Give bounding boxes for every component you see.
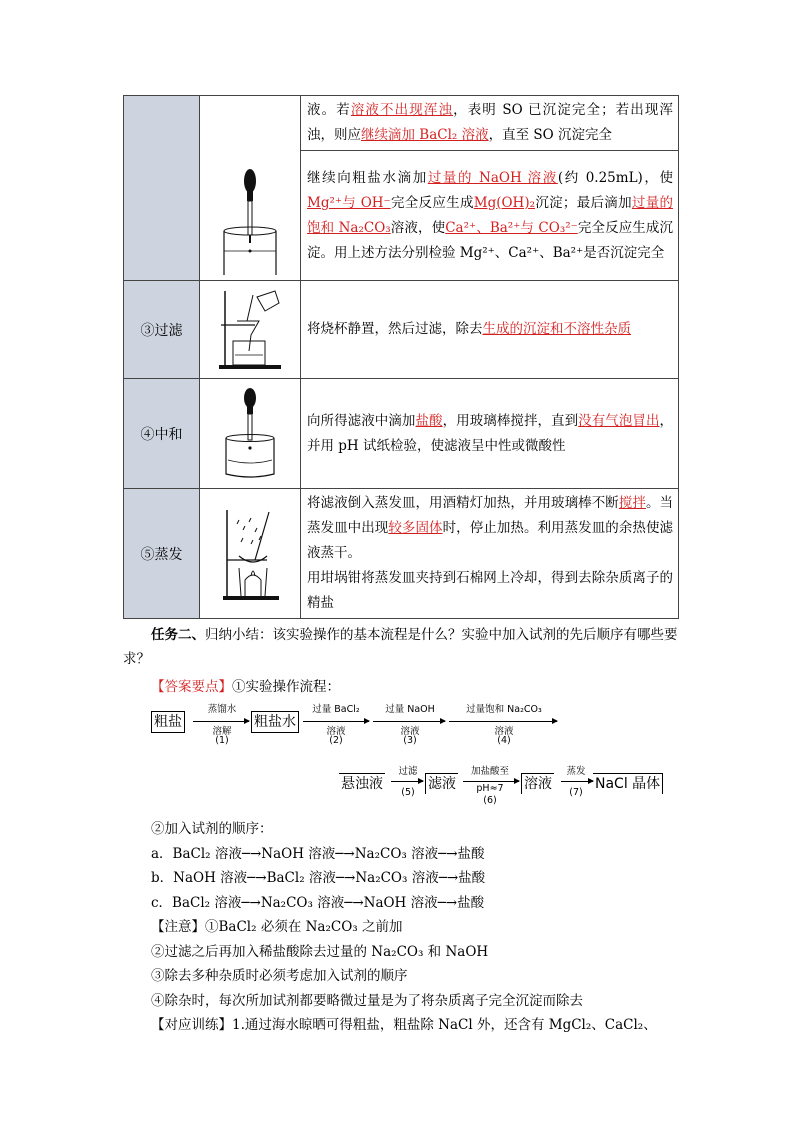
answer-blank: 盐酸	[415, 412, 443, 429]
text: 沉淀；最后滴加	[535, 194, 632, 211]
flow-arrow	[561, 781, 593, 782]
answer-blank: Ca²⁺、Ba²⁺与 CO₃²⁻	[445, 219, 578, 236]
text: 液。若	[307, 102, 351, 118]
answer-text: ①实验操作流程：	[232, 679, 340, 695]
filter-apparatus-icon	[213, 285, 287, 371]
evaporation-illustration	[200, 489, 301, 619]
table-row	[124, 379, 679, 489]
flow-label: pH≈7	[476, 783, 504, 794]
answer-intro	[123, 675, 683, 699]
answer-blank: 过量的饱和 Na₂CO₃	[307, 194, 674, 236]
text: 用坩埚钳将蒸发皿夹持到石棉网上冷却，得到去除杂质离子的精盐	[307, 570, 673, 611]
text: ，并用 pH 试纸检验，使滤液呈中性或微酸性	[307, 412, 674, 454]
step-description	[301, 489, 679, 619]
step-description	[301, 379, 679, 489]
text: 时，停止加热。利用蒸发皿的余热使滤液蒸干。	[307, 520, 674, 561]
step-label: ④中和	[124, 379, 200, 489]
dropper-beaker-illustration	[200, 96, 301, 281]
step-description	[301, 281, 679, 379]
text: 将烧杯静置，然后过滤，除去	[307, 321, 483, 337]
flow-node: 粗盐	[151, 711, 185, 733]
table-row	[124, 281, 679, 379]
flow-node: 悬浊液	[339, 773, 385, 794]
dropper-icon	[222, 386, 278, 478]
flow-label: 过量 NaOH	[385, 704, 435, 715]
reagent-order-list	[123, 817, 683, 1038]
step-label: ⑤蒸发	[124, 489, 200, 619]
flow-label: (6)	[483, 795, 497, 806]
flow-label: 溶液	[400, 726, 420, 737]
step-description	[301, 151, 679, 281]
table-row	[124, 489, 679, 619]
task-label: 任务二、	[151, 627, 205, 643]
flow-label: 过滤	[398, 766, 418, 777]
flow-label: 溶解	[212, 726, 232, 737]
answer-blank: Mg²⁺与 OH⁻	[307, 194, 391, 211]
flow-label: 过量饱和 Na₂CO₃	[466, 704, 542, 715]
note-item: ②过滤之后再加入稀盐酸除去过量的 Na₂CO₃ 和 NaOH	[151, 943, 489, 960]
note-item: 【注意】①BaCl₂ 必须在 Na₂CO₃ 之前加	[151, 919, 403, 935]
step-label	[124, 96, 200, 281]
table-row	[124, 96, 679, 151]
task-paragraph	[123, 623, 683, 671]
flow-label: 蒸馏水	[207, 704, 237, 715]
answer-blank: 搅拌	[618, 495, 646, 511]
flow-arrow	[373, 721, 445, 722]
flow-node: NaCl 晶体	[593, 773, 663, 794]
answer-blank: 没有气泡冒出	[578, 412, 660, 429]
flow-node: 溶液	[521, 773, 554, 794]
text: 将滤液倒入蒸发皿，用酒精灯加热，并用玻璃棒不断	[307, 495, 619, 511]
text: 向所得滤液中滴加	[307, 412, 416, 429]
task-text: 归纳小结：该实验操作的基本流程是什么？实验中加入试剂的先后顺序有哪些要求？	[123, 627, 678, 667]
answer-blank: 较多固体	[388, 520, 443, 536]
text: ，直至 SO 沉淀完全	[488, 127, 613, 143]
step-description	[301, 96, 679, 151]
training-paragraph: 【对应训练】1.通过海水晾晒可得粗盐，粗盐除 NaCl 外，还含有 MgCl₂、CaCl₂、	[151, 1017, 657, 1033]
neutralize-illustration	[200, 379, 301, 489]
text: 溶液，使	[390, 219, 446, 236]
flow-label: (1)	[215, 735, 229, 746]
flow-node: 滤液	[425, 773, 458, 794]
note-item: ④除杂时，每次所加试剂都要略微过量是为了将杂质离子完全沉淀而除去	[151, 992, 583, 1009]
text: 。当蒸发皿中出现	[307, 495, 674, 536]
flow-label: 加盐酸至	[470, 766, 509, 777]
flow-label: (5)	[401, 787, 415, 798]
flow-node: 粗盐水	[251, 711, 299, 733]
answer-tag: 【答案要点】	[151, 679, 232, 695]
answer-blank: 溶液不出现浑浊	[350, 102, 454, 118]
flow-arrow	[449, 721, 557, 722]
text: 完全反应生成沉淀。用上述方法分别检验 Mg²⁺、Ca²⁺、Ba²⁺是否沉淀完全	[307, 219, 674, 261]
answer-blank: 生成的沉淀和不溶性杂质	[482, 321, 631, 337]
dropper-icon	[220, 163, 280, 275]
flow-label: 溶液	[494, 726, 514, 737]
answer-blank: 过量的 NaOH 溶液	[427, 169, 558, 186]
flow-label: (7)	[569, 787, 583, 798]
flow-arrow	[193, 721, 249, 722]
list-title: ②加入试剂的顺序：	[151, 821, 273, 837]
text: ，表明 SO 已沉淀完全；若出现浑浊，则应	[307, 102, 674, 143]
flow-arrow	[463, 781, 519, 782]
list-item: b．NaOH 溶液─→BaCl₂ 溶液─→Na₂CO₃ 溶液─→盐酸	[151, 870, 486, 886]
flow-label: 蒸发	[566, 766, 586, 777]
answer-blank: Mg(OH)₂	[473, 194, 536, 211]
flow-label: (4)	[497, 735, 511, 746]
text: ，用玻璃棒搅拌，直到	[442, 412, 579, 429]
filtration-illustration	[200, 281, 301, 379]
evaporating-dish-icon	[217, 502, 283, 602]
answer-blank: 继续滴加 BaCl₂ 溶液	[361, 127, 489, 143]
experiment-steps-table	[123, 95, 679, 619]
text: 完全反应生成	[390, 194, 474, 211]
process-flow-diagram	[123, 701, 683, 833]
text: (约 0.25mL)，使	[557, 169, 674, 186]
step-label: ③过滤	[124, 281, 200, 379]
flow-label: (3)	[403, 735, 417, 746]
document-page	[123, 95, 683, 1038]
list-item: c．BaCl₂ 溶液─→Na₂CO₃ 溶液─→NaOH 溶液─→盐酸	[151, 894, 485, 911]
flow-label: (2)	[329, 735, 343, 746]
text: 继续向粗盐水滴加	[307, 169, 428, 186]
flow-arrow	[303, 721, 369, 722]
flow-label: 溶液	[326, 726, 346, 737]
flow-arrow	[391, 781, 423, 782]
list-item: a．BaCl₂ 溶液─→NaOH 溶液─→Na₂CO₃ 溶液─→盐酸	[151, 845, 485, 862]
flow-label: 过量 BaCl₂	[312, 704, 360, 715]
note-item: ③除去多种杂质时必须考虑加入试剂的顺序	[151, 968, 408, 984]
